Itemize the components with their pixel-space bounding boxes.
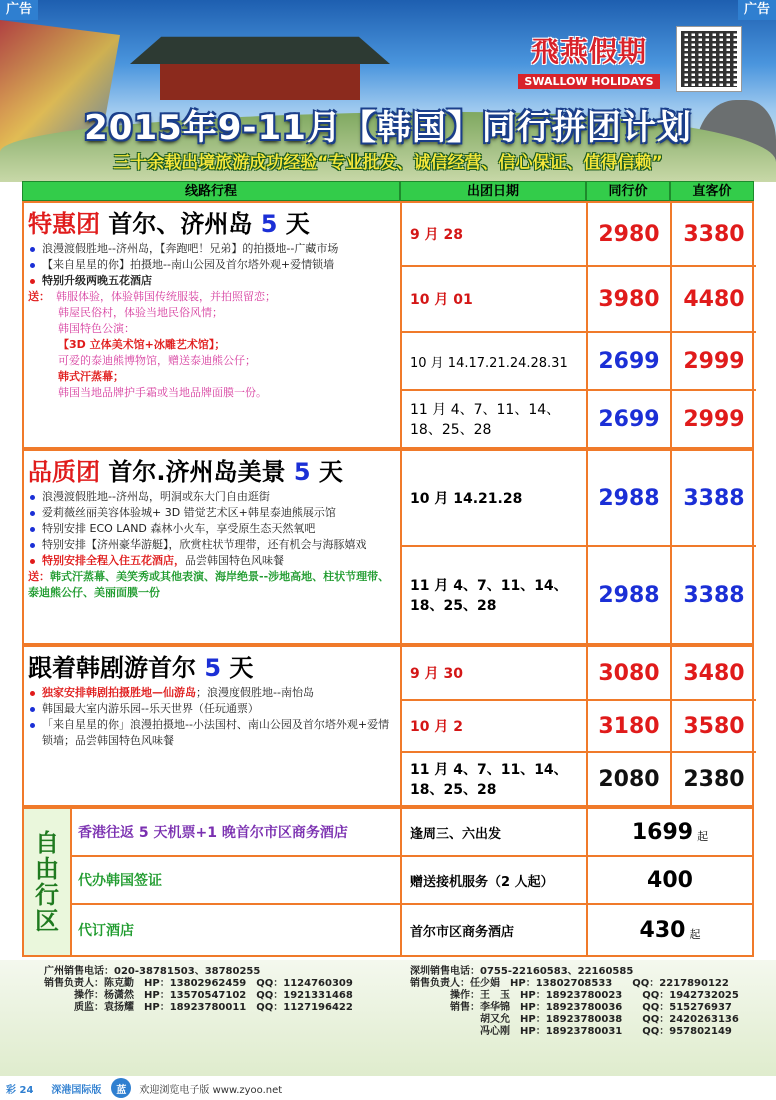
list-item: 浪漫渡假胜地--济州岛，明洞或东大门自由逛街 (28, 489, 396, 505)
tour-section-3 (22, 645, 754, 807)
qr-code-icon[interactable] (676, 26, 742, 92)
table-row: 11 月 4、7、11、14、18、25、28 2988 3388 (402, 547, 756, 643)
list-item: 特别安排全程入住五花酒店，品尝韩国特色风味餐 (28, 553, 396, 569)
table-row: 9 月 30 3080 3480 (402, 647, 756, 701)
contacts-section (0, 960, 776, 1076)
header-route: 线路行程 (22, 181, 400, 201)
section-title: 品质团 首尔.济州岛美景 5 天 (28, 458, 343, 486)
gift-list: 送： 韩服体验，体验韩国传统服装，并拍照留恋； 韩屋民俗村，体验当地民俗风情； 韩国特色公演： 【3D 立体美术馆+冰雕艺术馆】； 可爱的泰迪熊博物馆，赠送泰迪熊公仔； 韩式汗蒸幕； 韩国当地品牌护手霜或当地品牌面膜一份。 (28, 290, 276, 399)
list-item: 特别安排【济州豪华游艇】，欣赏柱状节理带，还有机会与海豚嬉戏 (28, 537, 396, 553)
page-title: 2015年9-11月【韩国】同行拼团计划 (84, 108, 692, 148)
list-item: 特别安排 ECO LAND 森林小火车，享受原生态天然氧吧 (28, 521, 396, 537)
table-row: 11 月 4、7、11、14、18、25、28 2699 2999 (402, 391, 756, 447)
page-subtitle: 三十余载出境旅游成功经验“专业批发、诚信经营、信心保证、值得信赖” (113, 153, 663, 173)
list-item: 韩国最大室内游乐园--乐天世界（任玩通票） (28, 701, 396, 717)
brand-name-en: SWALLOW HOLIDAYS (518, 74, 659, 89)
header-date: 出团日期 (400, 181, 586, 201)
table-row: 10 月 01 3980 4480 (402, 267, 756, 333)
page-number: 彩 24 (6, 1084, 34, 1096)
list-item: 爱莉薇丝丽美容体验城+ 3D 错觉艺术区+韩星泰迪熊展示馆 (28, 505, 396, 521)
route-description (24, 451, 402, 643)
website-link[interactable]: 欢迎浏览电子版 www.zyoo.net (139, 1084, 283, 1096)
edition-name: 深港国际版 (51, 1084, 102, 1096)
table-row: 香港往返 5 天机票+1 晚首尔市区商务酒店 逢周三、六出发 1699 起 (72, 809, 752, 857)
table-header (22, 181, 754, 201)
free-travel-label: 自 由 行 区 (24, 809, 72, 955)
list-item: 独家安排韩剧拍摄胜地—仙游岛；浪漫度假胜地--南怡岛 (28, 685, 396, 701)
route-description (24, 647, 402, 805)
list-item: 「来自星星的你」浪漫拍摄地--小法国村、南山公园及首尔塔外观+爱情锁墙；品尝韩国特色风味餐 (28, 717, 396, 749)
ad-label-left: 广告 (0, 0, 38, 20)
header-peer-price: 同行价 (586, 181, 670, 201)
guangzhou-contacts: 广州销售电话：020-38781503、38780255 销售负责人：陈克勤 HP：13802962459 QQ：1124760309 操作：杨潇然 HP：13570547102 QQ：1921331468 质监：袁扬耀 HP：18923780011 QQ：1127196422 (44, 966, 353, 1013)
section-title: 特惠团 首尔、济州岛 5 天 (28, 210, 310, 238)
brand-logo (514, 30, 664, 89)
gift-list: 送：韩式汗蒸幕、美笑秀或其他表演、海岸绝景--涉地高地、柱状节理带、泰迪熊公仔、美丽面膜一份 (28, 570, 390, 599)
free-travel-section (22, 807, 754, 957)
tour-section-1 (22, 201, 754, 449)
list-item: 【来自星星的你】拍摄地--南山公园及首尔塔外观+爱情锁墙 (28, 257, 396, 273)
tour-section-2 (22, 449, 754, 645)
list-item: 特别升级两晚五花酒店 (28, 273, 396, 289)
section-title: 跟着韩剧游首尔 5 天 (28, 654, 254, 682)
table-row: 代办韩国签证 赠送接机服务（2 人起） 400 (72, 857, 752, 905)
table-row: 10 月 2 3180 3580 (402, 701, 756, 753)
table-row: 10 月 14.21.28 2988 3388 (402, 451, 756, 547)
table-row: 11 月 4、7、11、14、18、25、28 2080 2380 (402, 753, 756, 805)
table-row: 代订酒店 首尔市区商务酒店 430 起 (72, 905, 752, 955)
table-row: 10 月 14.17.21.24.28.31 2699 2999 (402, 333, 756, 391)
header-direct-price: 直客价 (670, 181, 754, 201)
ad-label-right: 广告 (738, 0, 776, 20)
route-description (24, 203, 402, 447)
banner-palace-image (130, 30, 390, 100)
brand-name-cn: 飛燕假期 (530, 35, 647, 68)
list-item: 浪漫渡假胜地--济州岛，【奔跑吧！兄弟】的拍摄地--广藏市场 (28, 241, 396, 257)
shenzhen-contacts: 深圳销售电话：0755-22160583、22160585 销售负责人：任少娟 HP：13802708533 QQ：2217890122 操作：王 玉 HP：18923780023 QQ：1942732025 销售：李华锦 HP：18923780036 QQ：515276937 胡又允 HP：18923780038 QQ：2420263136 冯心刚 HP：18923780031 QQ：957802149 (410, 966, 739, 1037)
page-footer (0, 1076, 776, 1100)
edition-badge-icon: 蓝 (111, 1078, 131, 1098)
table-row: 9 月 28 2980 3380 (402, 203, 756, 267)
